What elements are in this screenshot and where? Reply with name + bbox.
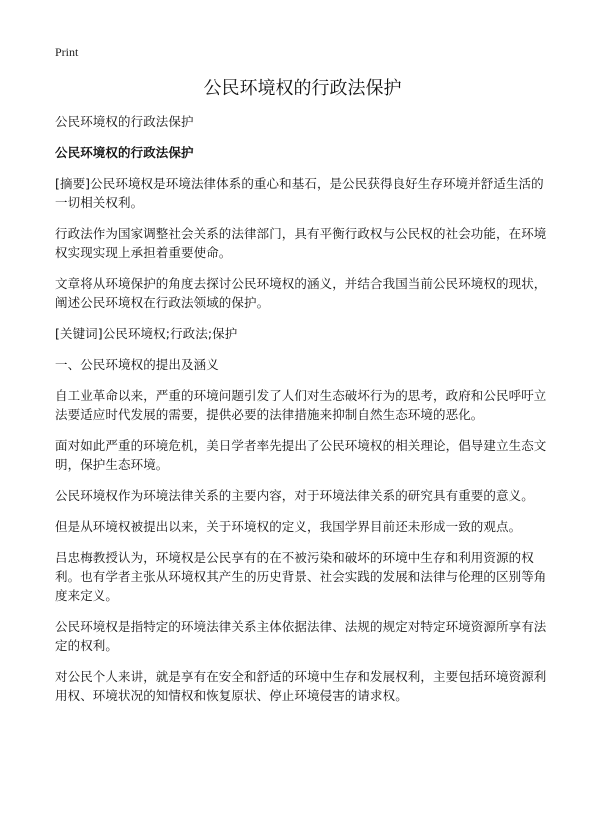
paragraph: 公民环境权作为环境法律关系的主要内容，对于环境法律关系的研究具有重要的意义。 [55, 488, 534, 503]
paragraph-subtitle: 公民环境权的行政法保护 [55, 114, 194, 129]
print-label: Print [55, 45, 79, 59]
document-title: 公民环境权的行政法保护 [203, 78, 402, 99]
paragraph-abstract: [摘要]公民环境权是环境法律体系的重心和基石，是公民获得良好生存环境并舒适生活的一切相关权利。 [55, 176, 544, 210]
section-heading: 一、公民环境权的提出及涵义 [55, 357, 219, 372]
paragraph: 吕忠梅教授认为，环境权是公民享有的在不被污染和破坏的环境中生存和利用资源的权利。也有学者主张从环境权其产生的历史背景、社会实践的发展和法律与伦理的区别等角度来定义。 [55, 550, 547, 603]
paragraph: 面对如此严重的环境危机，美日学者率先提出了公民环境权的相关理论，倡导建立生态文明，保护生态环境。 [55, 438, 547, 472]
paragraph: 行政法作为国家调整社会关系的法律部门，具有平衡行政权与公民权的社会功能，在环境权实现实现上承担着重要使命。 [55, 226, 547, 260]
paragraph: 自工业革命以来，严重的环境问题引发了人们对生态破坏行为的思考，政府和公民呼吁立法要适应时代发展的需要，提供必要的法律措施来抑制自然生态环境的恶化。 [55, 388, 547, 422]
paragraph-bold-heading: 公民环境权的行政法保护 [55, 145, 194, 160]
paragraph: 公民环境权是指特定的环境法律关系主体依据法律、法规的规定对特定环境资源所享有法定的权利。 [55, 619, 547, 653]
paragraph: 但是从环境权被提出以来，关于环境权的定义，我国学界目前还未形成一致的观点。 [55, 519, 522, 534]
paragraph-keywords: [关键词]公民环境权;行政法;保护 [55, 326, 238, 341]
paragraph: 文章将从环境保护的角度去探讨公民环境权的涵义，并结合我国当前公民环境权的现状，阐述公民环境权在行政法领域的保护。 [55, 276, 547, 310]
paragraph: 对公民个人来讲，就是享有在安全和舒适的环境中生存和发展权利，主要包括环境资源利用权、环境状况的知情权和恢复原状、停止环境侵害的请求权。 [55, 669, 547, 703]
